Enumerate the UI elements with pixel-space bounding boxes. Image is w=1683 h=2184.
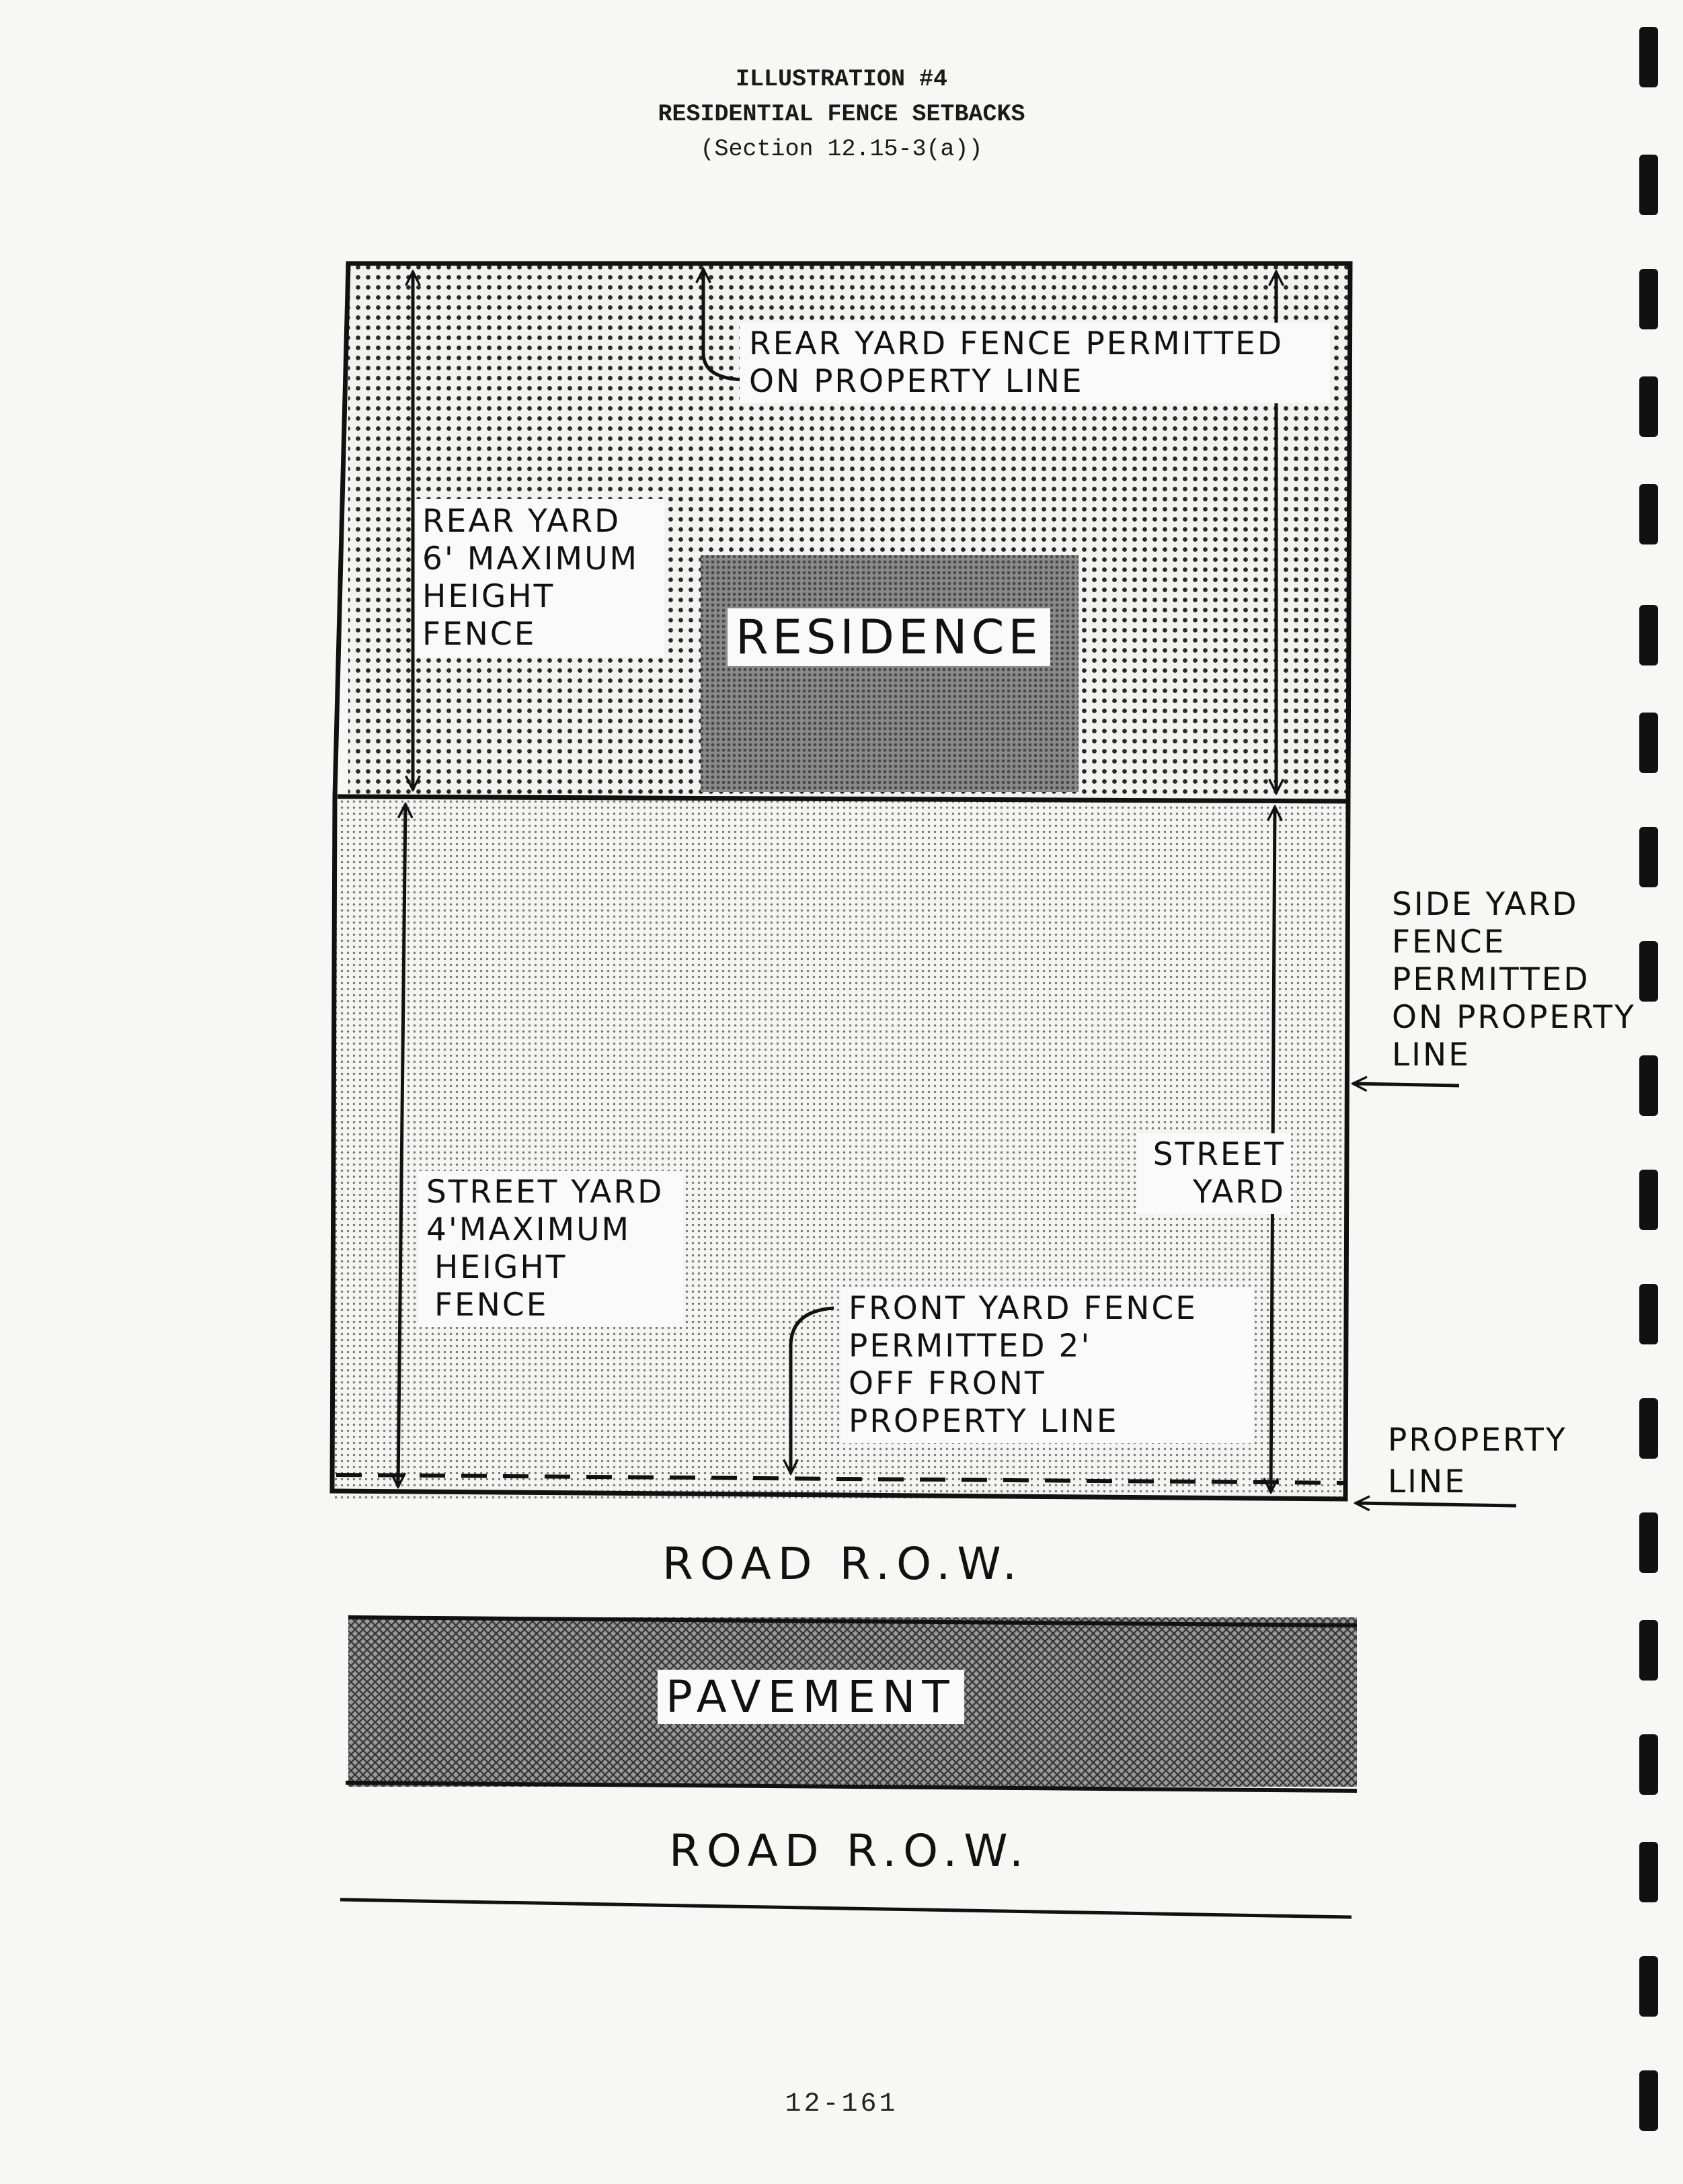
pavement-label: PAVEMENT xyxy=(658,1670,964,1724)
road-row-top-label: ROAD R.O.W. xyxy=(662,1538,1024,1590)
row-bottom-line xyxy=(340,1900,1352,1917)
binding-mark xyxy=(1639,827,1658,887)
rear-yard-fence-label: REAR YARD FENCE PERMITTED ON PROPERTY LINE xyxy=(740,323,1330,403)
illustration-subtitle: RESIDENTIAL FENCE SETBACKS xyxy=(658,101,1025,128)
binding-mark xyxy=(1639,1956,1658,2017)
binding-mark xyxy=(1639,1620,1658,1681)
binding-mark xyxy=(1639,1284,1658,1344)
front-yard-fence-label: FRONT YARD FENCE PERMITTED 2' OFF FRONT PROPERTY LINE xyxy=(840,1287,1253,1443)
binding-mark xyxy=(1639,1842,1658,1902)
binding-mark xyxy=(1639,155,1658,215)
binding-mark xyxy=(1639,713,1658,773)
binding-mark xyxy=(1639,1734,1658,1795)
binding-mark xyxy=(1639,1398,1658,1459)
illustration-title: ILLUSTRATION #4 xyxy=(735,66,948,93)
binding-mark xyxy=(1639,605,1658,665)
binding-mark xyxy=(1639,27,1658,87)
side-yard-fence-label: SIDE YARD FENCE PERMITTED ON PROPERTY LINE xyxy=(1392,886,1636,1074)
road-row-bottom-label: ROAD R.O.W. xyxy=(669,1825,1031,1877)
section-reference: (Section 12.15-3(a)) xyxy=(700,136,983,163)
binding-mark xyxy=(1639,269,1658,329)
rear-yard-height-label: REAR YARD 6' MAXIMUM HEIGHT FENCE xyxy=(416,499,664,657)
binding-mark xyxy=(1639,941,1658,1002)
property-line-pointer xyxy=(1356,1503,1516,1506)
binding-mark xyxy=(1639,2070,1658,2131)
side-fence-pointer xyxy=(1353,1084,1459,1086)
binding-mark xyxy=(1639,1512,1658,1573)
page-number: 12-161 xyxy=(785,2089,898,2119)
street-yard-height-label: STREET YARD 4'MAXIMUM HEIGHT FENCE xyxy=(418,1171,683,1327)
binding-mark xyxy=(1639,484,1658,544)
binding-mark xyxy=(1639,376,1658,437)
property-line-label: PROPERTY LINE xyxy=(1388,1422,1567,1500)
binding-mark xyxy=(1639,1055,1658,1116)
residence-label: RESIDENCE xyxy=(728,608,1050,666)
street-yard-right-label: STREET YARD xyxy=(1136,1133,1291,1214)
residence-building xyxy=(701,555,1079,792)
binding-mark xyxy=(1639,1170,1658,1230)
